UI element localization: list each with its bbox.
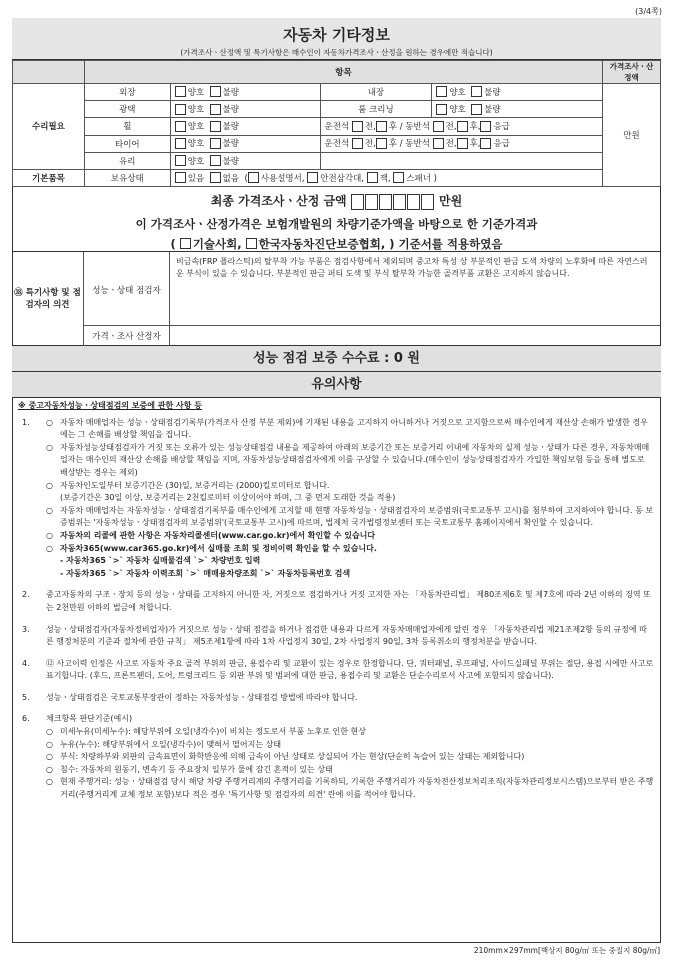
checkbox[interactable] [436, 86, 447, 97]
circle-bullet-icon: ○ [46, 764, 53, 774]
special-notes-text[interactable]: 비금속(FRP 플라스틱)의 탈부착 가능 부품은 점검사항에서 제외되며 중고차 특성 상 부분적인 판금 도색 차량의 노후화에 따른 자연스러운 부식이 있을 수 있습니다. 부분적인 판금 퍼티 도색 및 부식 탈부착 가능한 골격부품 교환은 고지하지 않습니다. [170, 252, 661, 326]
checkbox[interactable] [436, 104, 447, 115]
circle-bullet-icon: ○ [46, 530, 53, 540]
checkbox[interactable] [210, 121, 221, 132]
checkbox[interactable] [210, 155, 221, 166]
checkbox[interactable] [471, 104, 482, 115]
list-item: 3. 성능ㆍ상태점검자(자동차정비업자)가 거짓으로 성능ㆍ상태 점검을 하거나 점검한 내용과 다르게 자동차매매업자에게 알린 경우 「자동차관리법 제21조제2항 등의 규정에 따른 행정처분의 기준과 절차에 관한 규칙」 제5조제1항에 따라 1차 사업정지 30일, 2차 사업정지 90일, 3차 등록취소의 행정처분을 받습니다. [22, 624, 647, 647]
checkbox[interactable] [480, 138, 491, 149]
row-label: 보유상태 [84, 169, 170, 186]
row-label: 내장 [320, 84, 432, 101]
seat-options: 운전석 전, 후 / 동반석 전, 후, 응급 [320, 135, 603, 152]
final-price-unit: 만원 [439, 194, 463, 208]
section-header [12, 18, 661, 60]
checkbox[interactable] [376, 121, 387, 132]
checkbox[interactable] [471, 86, 482, 97]
checkbox[interactable] [210, 104, 221, 115]
inspector-label: 성능ㆍ상태 점검자 [84, 252, 170, 326]
checkbox[interactable] [175, 86, 186, 97]
repair-table [12, 60, 661, 187]
checkbox[interactable] [210, 138, 221, 149]
checkbox[interactable] [433, 121, 444, 132]
checkbox[interactable] [352, 138, 363, 149]
list-item: 5. 성능ㆍ상태점검은 국토교통부장관이 정하는 자동차성능ㆍ상태점검 방법에 따라야 합니다. [22, 692, 358, 702]
circle-bullet-icon: ○ [46, 727, 53, 737]
checkbox[interactable] [175, 104, 186, 115]
checkbox[interactable] [175, 121, 186, 132]
basic-options: 있음 없음 ( 사용설명서, 안전삼각대, 잭, 스패너 ) [170, 169, 602, 186]
condition-options: 양호 불량 [170, 101, 320, 118]
list-item: 2. 중고자동차의 구조ㆍ장치 등의 성능ㆍ상태를 고지하지 아니한 자, 거짓으로 점검하거나 거짓 고지한 자는 「자동차관리법」 제80조제6호 및 제7호에 따라 2년 이하의 징역 또는 2천만원 이하의 벌금에 처합니다. [22, 590, 651, 612]
row-label: 타이어 [84, 135, 170, 152]
condition-options: 양호 불량 [170, 152, 320, 169]
row-label: 외장 [84, 84, 170, 101]
notice-section-heading: ※ 중고자동차성능ㆍ상태점검의 보증에 관한 사항 등 [18, 401, 202, 410]
list-item: 6. 체크항목 판단기준(예시) ○ 미세누유(미세누수): 해당부위에 오일(냉각수)이 비치는 정도로서 부품 노후로 인한 현상 ○ 누유(누수): 해당부위에서 오일(냉각수)이 맺혀서 떨어지는 상태 ○ 부식: 차량하부와 외판의 금속표면이 화학반응에 의해 금속이 아닌 상태로 상실되어 가는 현상(단순히 녹슬어 있는 상태는 제외합니다) ○ 침수: 자동차의 원동기, 변속기 등 주요장치 일부가 물에 잠긴 흔적이 있는 상태 ○ 현재 주행거리: 성능ㆍ상태점검 당시 해당 차량 주행거리계의 주행거리를 기록하되, 기록한 주행거리가 자동차전산정보처리조직(자동차관리정보시스템)으로부터 받은 주행거리(주행거리계 교체 정보 포함)보다 적은 경우 '특기사항 및 점검자의 의견' 란에 이를 적어야 합니다. [22, 714, 654, 800]
repair-label: 수리필요 [13, 84, 85, 170]
final-price-label: 최종 가격조사ㆍ산정 금액 [210, 194, 347, 208]
warranty-fee: 성능 점검 보증 수수료 : 0 원 [12, 346, 661, 372]
checkbox[interactable] [457, 138, 468, 149]
circle-bullet-icon: ○ [46, 739, 53, 749]
col-item-header: 항목 [84, 61, 602, 84]
checkbox[interactable] [175, 155, 186, 166]
page-number: (3/4쪽) [635, 7, 662, 16]
checkbox[interactable] [246, 238, 257, 249]
special-notes-section [12, 252, 661, 346]
special-notes-label: ⑱ 특기사항 및 점검자의 의견 [12, 252, 84, 346]
price-assessor-label: 가격ㆍ조사 산정자 [84, 326, 170, 346]
circle-bullet-icon: ○ [46, 777, 53, 787]
col-price-header: 가격조사ㆍ산정액 [603, 61, 661, 84]
checkbox[interactable] [180, 238, 191, 249]
checkbox[interactable] [480, 121, 491, 132]
paper-spec-footer: 210mm×297mm[백상지 80g/㎡ 또는 중질지 80g/㎡] [473, 946, 660, 955]
circle-bullet-icon: ○ [46, 417, 53, 427]
row-label: 휠 [84, 118, 170, 135]
final-price-note: 이 가격조사ㆍ산정가격은 보험개발원의 차량기준가액을 바탕으로 한 기준가격과 [135, 216, 538, 231]
section-subtitle: (가격조사ㆍ산정액 및 특기사항은 매수인이 자동차가격조사ㆍ산정을 원하는 경우에만 적습니다) [180, 48, 493, 57]
checkbox[interactable] [457, 121, 468, 132]
basic-label: 기본품목 [13, 169, 85, 186]
checkbox[interactable] [175, 138, 186, 149]
checkbox[interactable] [210, 86, 221, 97]
notice-list [18, 400, 654, 802]
notice-title: 유의사항 [12, 372, 661, 398]
circle-bullet-icon: ○ [46, 442, 53, 452]
row-label: 유리 [84, 152, 170, 169]
final-price-section: 최종 가격조사ㆍ산정 금액 만원 이 가격조사ㆍ산정가격은 보험개발원의 차량기준가액을 바탕으로 한 기준가격과 ( 기술사회, 한국자동차진단보증협회, ) 기준서를 적용하였음 [12, 182, 661, 252]
circle-bullet-icon: ○ [46, 543, 53, 553]
checkbox[interactable] [433, 138, 444, 149]
section-title: 자동차 기타정보 [283, 26, 390, 44]
circle-bullet-icon: ○ [46, 480, 53, 490]
condition-options: 양호 불량 [432, 84, 603, 101]
condition-options: 양호 불량 [170, 118, 320, 135]
circle-bullet-icon: ○ [46, 505, 53, 515]
checkbox[interactable] [352, 121, 363, 132]
circle-bullet-icon: ○ [46, 752, 53, 762]
row-label: 룸 크리닝 [320, 101, 432, 118]
condition-options: 양호 불량 [170, 84, 320, 101]
condition-options: 양호 불량 [432, 101, 603, 118]
price-digit-boxes[interactable] [351, 194, 435, 208]
condition-options: 양호 불량 [170, 135, 320, 152]
checkbox[interactable] [376, 138, 387, 149]
seat-options: 운전석 전, 후 / 동반석 전, 후, 응급 [320, 118, 603, 135]
row-label: 광택 [84, 101, 170, 118]
list-item: 1. ○ 자동차 매매업자는 성능ㆍ상태점검기록부(가격조사 산정 부분 제외)에 기재된 내용을 고지하지 아니하거나 거짓으로 고지함으로써 매수인에게 재산상 손해가 발생한 경우에는 그 손해를 배상할 책임을 집니다. ○ 자동차성능상태점검자가 거짓 또는 오류가 있는 성능상태점검 내용을 제공하여 아래의 보증기간 또는 보증거리 이내에 자동차의 실제 성능ㆍ상태가 다른 경우, 자동차매매업자는 매수인의 재산상 손해를 배상할 책임을 지며, 자동차성능상태점검자에게 이를 구상할 수 있습니다.(매수인이 성능상태점검자가 가입한 책임보험 등을 통해 별도로 배상받는 경우는 제외) ○ 자동차인도일부터 보증기간은 (30)일, 보증거리는 (2000)킬로미터로 합니다. (보증기간은 30일 이상, 보증거리는 2천킬로미터 이상이어야 하며, 그 중 먼저 도래한 것을 적용) ○ 자동차 매매업자는 자동차성능ㆍ상태점검기록부를 매수인에게 고지할 때 현행 자동차성능ㆍ상태점검자의 보증범위(국토교통부 고시)를 첨부하여 고지하여야 합니다. 동 보증범위는 '자동차성능ㆍ상태점검자의 보증범위'(국토교통부 고시)에 따르며, 법제처 국가법령정보센터 또는 국토교통부 홈페이지에서 확인할 수 있습니다. ○ 자동차의 리콜에 관한 사항은 자동차리콜센터(www.car.go.kr)에서 확인할 수 있습니다 ○ 자동차365(www.car365.go.kr)에서 실매물 조회 및 정비이력 확인을 할 수 있습니다. - 자동차365 `>` 자동차 실매물검색 `>` 차량번호 입력 - 자동차365 `>` 자동차 이력조회 `>` 매매용차량조회 `>` 자동차등록번호 검색 [22, 417, 654, 578]
price-cell: 만원 [603, 84, 661, 187]
list-item: 4. ⑫ 사고이력 인정은 사고로 자동차 주요 골격 부위의 판금, 용접수리 및 교환이 있는 경우로 한정합니다. 단, 쿼터패널, 루프패널, 사이드실패널 부위는 절단, 용접 시에만 사고로 표기합니다. (후드, 프론트펜더, 도어, 트렁크리드 등 외판 부위 및 범퍼에 대한 판금, 용접수리 및 교환은 단순수리로서 사고에 포함되지 않습니다). [22, 658, 654, 681]
